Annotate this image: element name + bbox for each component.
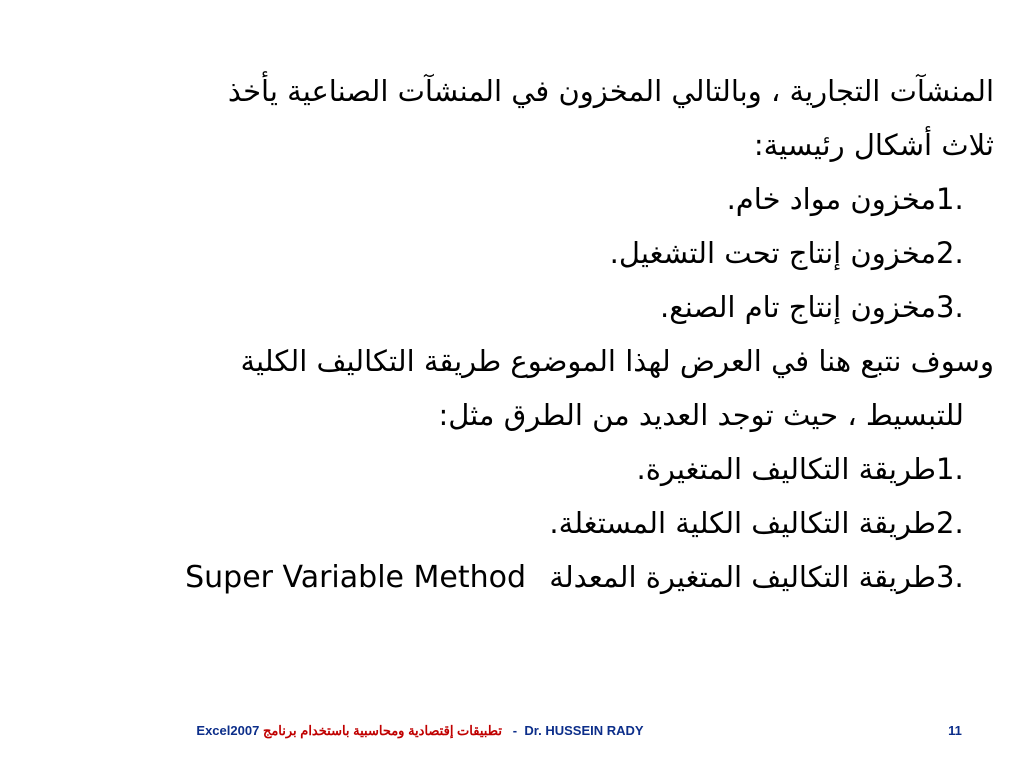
list-item xyxy=(40,496,994,550)
list-text: مخزون إنتاج تحت التشغيل. xyxy=(609,236,936,270)
footer-author: Dr. HUSSEIN RADY xyxy=(524,723,644,738)
slide-footer xyxy=(0,723,1024,747)
footer-separator: - xyxy=(512,723,518,738)
intro-line-2: ثلاث أشكال رئيسية: xyxy=(753,128,994,162)
methods-line-1: وسوف نتبع هنا في العرض لهذا الموضوع طريقة التكاليف الكلية xyxy=(240,344,994,378)
list-item xyxy=(40,226,994,280)
list-text: مخزون مواد خام. xyxy=(726,182,936,216)
list-text-english: Super Variable Method xyxy=(185,560,527,595)
footer-arabic-title: تطبيقات إقتصادية ومحاسبية باستخدام برنامج xyxy=(262,723,502,738)
footer-caption xyxy=(140,723,700,739)
methods-line-2: للتبسيط ، حيث توجد العديد من الطرق مثل: xyxy=(438,398,964,432)
list-number: 2. xyxy=(936,236,964,270)
list-number: 3. xyxy=(936,560,964,594)
footer-program: Excel2007 xyxy=(196,723,260,738)
list-number: 1. xyxy=(936,452,964,486)
list-text-arabic: طريقة التكاليف المتغيرة المعدلة xyxy=(549,560,936,594)
list-text xyxy=(40,550,936,605)
list-item xyxy=(40,280,994,334)
list-text: مخزون إنتاج تام الصنع. xyxy=(660,290,936,324)
list-text: طريقة التكاليف الكلية المستغلة. xyxy=(549,506,936,540)
page-number: 11 xyxy=(948,723,962,738)
list-item xyxy=(40,550,994,605)
list-item xyxy=(40,442,994,496)
intro-paragraph xyxy=(40,64,994,172)
methods-paragraph xyxy=(40,334,994,442)
list-text: طريقة التكاليف المتغيرة. xyxy=(636,452,936,486)
intro-line-1: المنشآت التجارية ، وبالتالي المخزون في المنشآت الصناعية يأخذ xyxy=(227,74,994,108)
list-item xyxy=(40,172,994,226)
list-number: 1. xyxy=(936,182,964,216)
slide-body xyxy=(40,64,994,605)
list-number: 2. xyxy=(936,506,964,540)
list-number: 3. xyxy=(936,290,964,324)
